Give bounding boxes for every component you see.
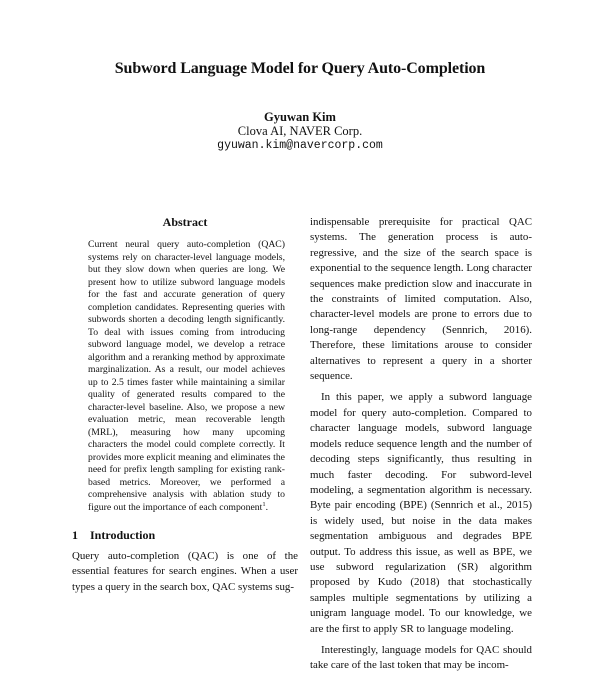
section-heading-introduction bbox=[72, 528, 298, 543]
abstract-body bbox=[88, 239, 285, 514]
author-affiliation: Clova AI, NAVER Corp. bbox=[237, 124, 363, 138]
right-paragraph-2: In this paper, we apply a subword language model for query auto-completion. Compared to character language models, subword language models reduce sequence length and the number of decoding steps significantly, thus resulting in much faster decoding. For subword-level modeling, a segmentation algorithm is necessary. Byte pair encoding (BPE) (Sennrich et al., 2015) is widely used, but noise in the data makes segmentation ambiguous and degrades BPE output. To address this issue, as well as BPE, we use subword regularization (SR) algorithm proposed by Kudo (2018) that stochastically samples multiple segmentations by utilizing a unigram language model. To our knowledge, we are the first to apply SR to language modeling. bbox=[310, 391, 532, 635]
abstract-end: . bbox=[265, 501, 268, 513]
section-title: Introduction bbox=[90, 528, 156, 542]
right-paragraph-1: indispensable prerequisite for practical QAC systems. The generation process is auto-regressive, and the size of the search space is exponential to the sequence length. Long character sequences make prediction slow and inaccurate in the constraints of limited computation. Also, character-level models are prone to errors due to long-range dependency (Sennrich, 2016). Therefore, these limitations arouse to consider alternatives to represent a query in a shorter sequence. bbox=[310, 216, 532, 383]
author-email[interactable]: gyuwan.kim@navercorp.com bbox=[217, 139, 383, 152]
left-column bbox=[72, 215, 298, 595]
section-number: 1 bbox=[72, 528, 78, 542]
abstract-text: Current neural query auto-completion (QAC) systems rely on character-level language models, but they slow down when queries are long. We present how to utilize subword language models for the fast and accurate generation of query completion candidates. Representing queries with subwords shorten a decoding length significantly. To deal with issues coming from introducing subword language model, we develop a retrace algorithm and a reranking method by approximate marginalization. As a result, our model achieves up to 2.5 times faster while maintaining a similar quality of generated results compared to the character-level baseline. Also, we propose a new evaluation metric, mean recoverable length (MRL), measuring how many upcoming characters the model could complete correctly. It provides more explicit meaning and eliminates the need for prefix length sampling for existing rank-based metrics. Moreover, we performed a comprehensive analysis with ablation study to figure out the importance of each component bbox=[88, 239, 285, 513]
author-name: Gyuwan Kim bbox=[264, 110, 336, 124]
right-paragraph-3: Interestingly, language models for QAC should take care of the last token that may be incom- bbox=[310, 643, 532, 672]
paper-title: Subword Language Model for Query Auto-Completion bbox=[114, 60, 486, 77]
intro-paragraph: Query auto-completion (QAC) is one of the essential features for search engines. When a user types a query in the search box, QAC systems sug- bbox=[72, 550, 298, 593]
footnote-marker[interactable]: 1 bbox=[262, 500, 266, 508]
abstract-heading: Abstract bbox=[162, 215, 208, 229]
right-column bbox=[310, 215, 532, 674]
